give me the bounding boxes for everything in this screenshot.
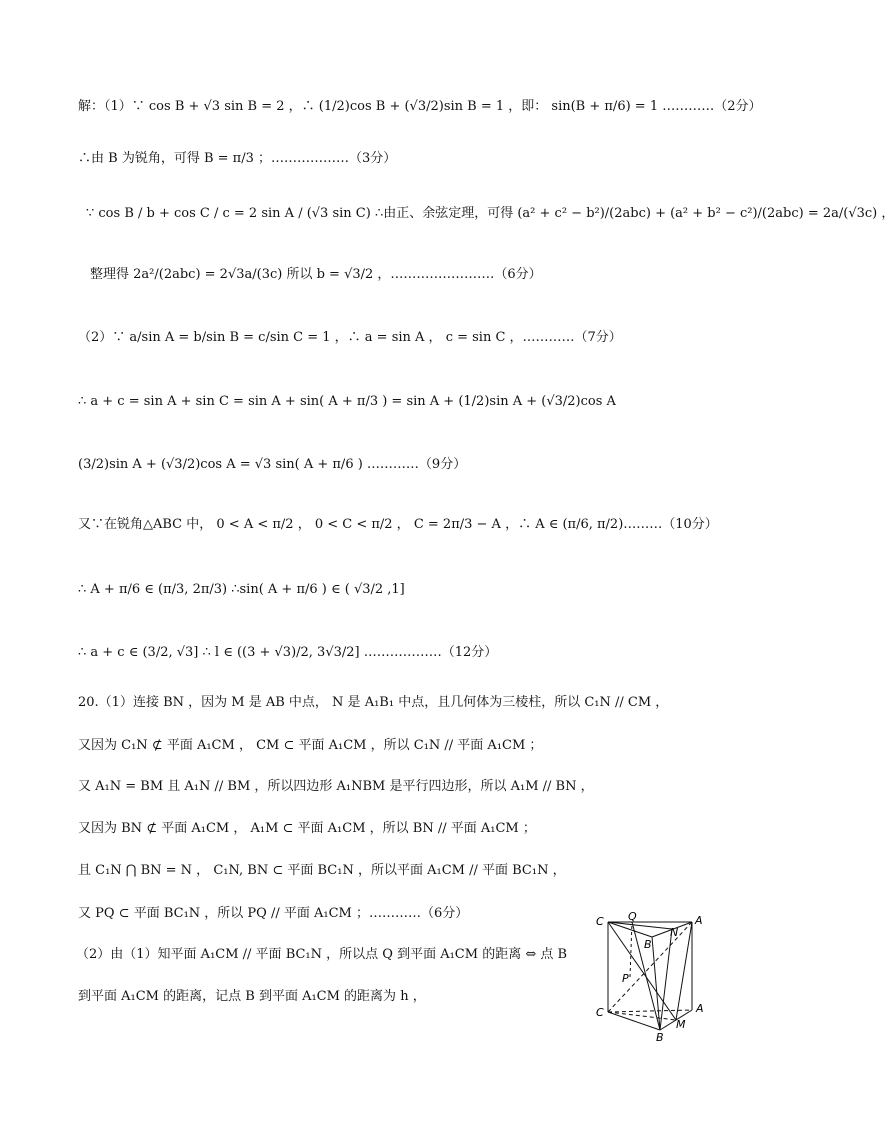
line-n-b [660,929,672,1030]
line-9-text: ∴ A + π/6 ∈ (π/3, 2π/3) ∴sin( A + π/6 ) ∈ ( √3/2 ,1] [78,582,405,597]
label-q: Q [628,910,637,923]
line-4-text: 整理得 2a²/(2abc) = 2√3a/(3c) 所以 b = √3/2 ，……………………（6分） [90,267,542,282]
label-m: M [676,1018,686,1031]
label-c1: C [596,915,604,928]
line-14 [78,820,536,838]
label-n: N [670,926,679,939]
line-12 [78,737,542,755]
line-3 [86,205,894,223]
label-b: B [656,1031,664,1044]
line-2-text: ∴由 B 为锐角，可得 B = π/3 ；………………（3分） [78,151,397,166]
line-12-text: 又因为 C₁N ⊄ 平面 A₁CM ， CM ⊂ 平面 A₁CM ，所以 C₁N // 平面 A₁CM ； [78,738,543,753]
line-10 [78,644,497,662]
line-11 [78,694,668,712]
line-5 [78,329,622,347]
line-17-text: （2）由（1）知平面 A₁CM // 平面 BC₁N ，所以点 Q 到平面 A₁CM 的距离 ⇔ 点 B [76,947,568,962]
line-1 [78,98,762,116]
line-8-text: 又∵在锐角△ABC 中， 0 < A < π/2 ， 0 < C < π/2 ， C = 2π/3 − A ，∴ A ∈ (π/6, π/2)………（10分） [78,517,718,532]
line-1-text: 解：（1）∵ cos B + √3 sin B = 2 ，∴ (1/2)cos B + (√3/2)sin B = 1 ，即： sin(B + π/6) = 1 …………（2分） [78,99,762,114]
line-6 [78,393,616,411]
line-11-text: 20.（1）连接 BN ，因为 M 是 AB 中点， N 是 A₁B₁ 中点，且几何体为三棱柱，所以 C₁N // CM ， [78,695,669,710]
line-8 [78,516,718,534]
label-a: A [696,1002,704,1015]
line-7 [78,456,466,474]
line-10-text: ∴ a + c ∈ (3/2, √3] ∴ l ∈ ((3 + √3)/2, 3√3/2] ………………（12分） [78,645,498,660]
label-c: C [596,1006,604,1019]
line-16 [78,905,468,923]
line-17 [76,946,567,964]
line-14-text: 又因为 BN ⊄ 平面 A₁CM ， A₁M ⊂ 平面 A₁CM ，所以 BN // 平面 A₁CM ； [78,821,536,836]
edge-c-a-hidden [608,1010,692,1012]
line-2 [78,150,396,168]
line-16-text: 又 PQ ⊂ 平面 BC₁N ，所以 PQ // 平面 A₁CM ；…………（6分） [78,906,469,921]
line-4 [90,266,542,284]
line-15 [78,862,566,880]
line-6-text: ∴ a + c = sin A + sin C = sin A + sin( A + π/3 ) = sin A + (1/2)sin A + (√3/2)cos A [78,394,616,409]
line-13 [78,778,594,796]
line-7-text: (3/2)sin A + (√3/2)cos A = √3 sin( A + π/6 ) …………（9分） [78,457,467,472]
label-a1: A [695,914,703,927]
line-15-text: 且 C₁N ⋂ BN = N ， C₁N, BN ⊂ 平面 BC₁N ，所以平面 A₁CM // 平面 BC₁N ， [78,863,566,878]
line-13-text: 又 A₁N = BM 且 A₁N // BM ，所以四边形 A₁NBM 是平行四边形，所以 A₁M // BN ， [78,779,594,794]
line-c1-m [608,922,679,1020]
line-18 [78,988,426,1006]
edge-c-b [608,1012,660,1030]
prism-figure [592,912,722,1042]
line-a1-m [676,922,692,1020]
label-b1: B [644,938,652,951]
line-3-text: ∵ cos B / b + cos C / c = 2 sin A / (√3 sin C) ∴由正、余弦定理，可得 (a² + c² − b²)/(2abc) + (a² + b² − c²)/(2abc) = 2a/(√3c) ， [86,206,894,221]
line-9 [78,581,405,599]
line-18-text: 到平面 A₁CM 的距离，记点 B 到平面 A₁CM 的距离为 h ， [78,989,426,1004]
label-p: P [622,972,629,985]
line-5-text: （2）∵ a/sin A = b/sin B = c/sin C = 1 ，∴ a = sin A ， c = sin C ，…………（7分） [78,330,622,345]
